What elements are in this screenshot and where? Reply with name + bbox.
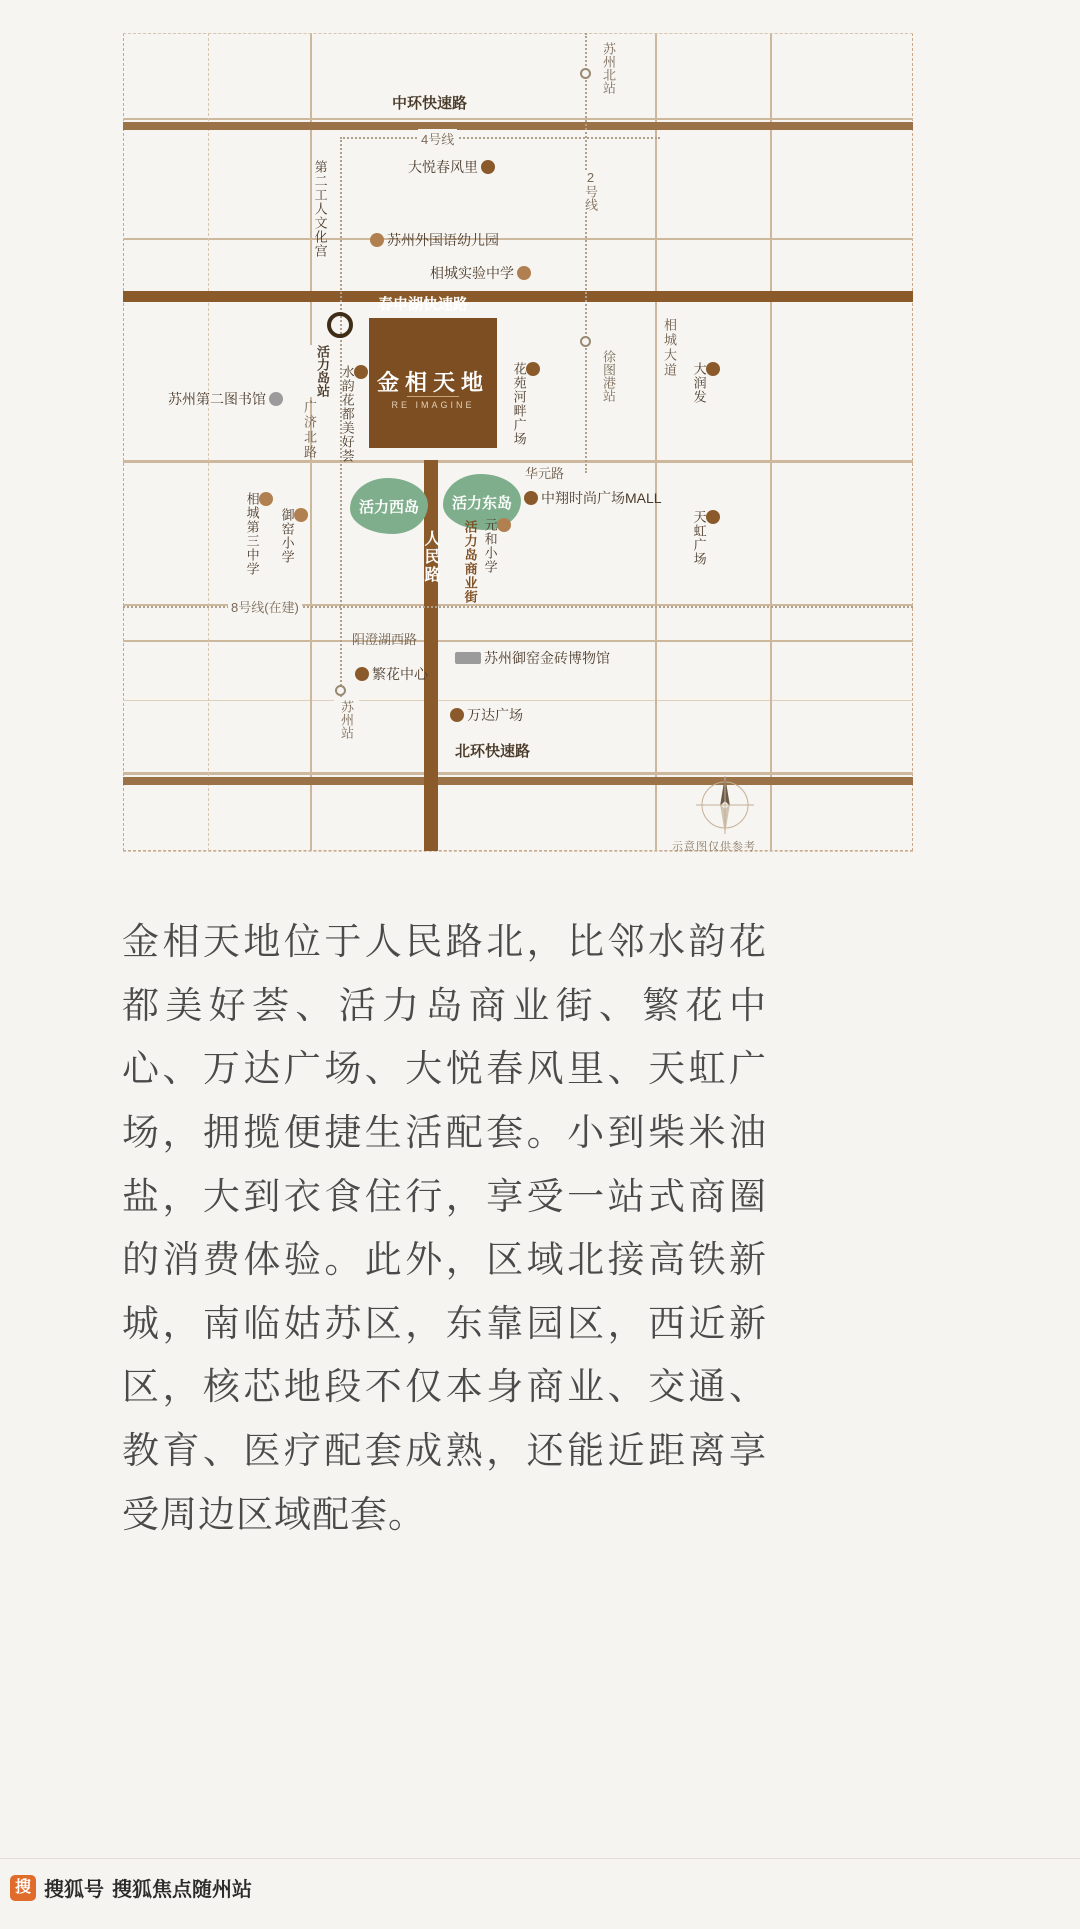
road-label-yangchenghuxi: 阳澄湖西路 xyxy=(352,632,418,647)
poi-label: 第二工人文化宫 xyxy=(312,160,328,258)
road-grid-line xyxy=(123,772,913,775)
metro-label-8: 8号线(在建) xyxy=(228,597,302,616)
shop-icon xyxy=(706,362,720,376)
poi-xiangcheng-third-middle xyxy=(245,492,273,576)
poi-wanda-plaza xyxy=(450,705,523,725)
poi-label: 相城第三中学 xyxy=(244,492,260,576)
school-icon xyxy=(294,508,308,522)
road-grid-line xyxy=(123,118,913,120)
station-dot-suzhou xyxy=(335,685,346,696)
shop-icon xyxy=(354,365,368,379)
school-icon xyxy=(497,518,511,532)
green-area-east: 活力东岛 xyxy=(443,474,521,530)
green-area-west: 活力西岛 xyxy=(350,478,428,534)
shop-icon xyxy=(355,667,369,681)
poi-yuanhe-primary xyxy=(483,518,511,574)
poi-second-workers-culture-palace xyxy=(313,160,327,258)
metro-label-2: 2号线 xyxy=(578,170,603,211)
map-disclaimer: 示意图仅供参考 xyxy=(672,841,756,853)
station-label-xutugang: 徐图港站 xyxy=(596,350,621,402)
station-label-huolidao: 活力岛站 xyxy=(310,345,335,397)
poi-label: 御窑小学 xyxy=(279,508,295,564)
poi-zhongxiang-mall xyxy=(524,488,662,508)
poi-label: 苏州第二图书馆 xyxy=(168,391,266,407)
road-label-chunshenhu: 春申湖快速路 xyxy=(378,296,469,313)
poi-label: 花苑河畔广场 xyxy=(511,362,527,446)
road-label-beihuan: 北环快速路 xyxy=(455,743,531,760)
poi-fanhua-center xyxy=(355,664,428,684)
shop-icon xyxy=(481,160,495,174)
grid-dash xyxy=(123,851,913,852)
poi-tianhong-plaza xyxy=(692,510,720,566)
road-renmin xyxy=(424,460,438,851)
station-ring-huolidao xyxy=(327,312,353,338)
poi-label: 天虹广场 xyxy=(691,510,707,566)
poi-yuyao-brick-museum xyxy=(455,648,610,668)
poi-huayuan-river-plaza xyxy=(512,362,540,446)
poi-waiguoyu-kindergarten xyxy=(370,230,499,250)
poi-label: 苏州御窑金砖博物馆 xyxy=(484,650,610,666)
sohu-logo-icon: 搜 xyxy=(10,1875,36,1901)
shop-icon xyxy=(450,708,464,722)
poi-label: 万达广场 xyxy=(467,707,523,723)
road-grid-line xyxy=(123,640,913,642)
project-block xyxy=(369,318,497,448)
library-icon xyxy=(269,392,283,406)
poi-dayuechunfengli xyxy=(408,157,495,177)
road-label-guangjibei: 广济北路 xyxy=(302,400,317,460)
sohu-account-label: 搜狐号 xyxy=(44,1879,104,1901)
poi-darunfa xyxy=(692,362,720,404)
station-label-suzhoubei: 苏州北站 xyxy=(596,42,621,94)
poi-label: 活力岛商业街 xyxy=(462,520,478,604)
road-grid-line xyxy=(123,700,913,701)
poi-label: 中翔时尚广场MALL xyxy=(541,490,662,506)
road-grid-line-vertical xyxy=(770,33,772,851)
poi-label: 相城实验中学 xyxy=(430,265,514,281)
station-label-suzhou: 苏州站 xyxy=(334,700,359,739)
road-label-zhonghuan: 中环快速路 xyxy=(392,95,468,112)
footer-bar xyxy=(0,1858,1080,1929)
poi-label: 苏州外国语幼儿园 xyxy=(387,232,499,248)
road-grid-line-vertical xyxy=(208,33,209,851)
poi-label: 大润发 xyxy=(691,362,707,404)
poi-yuyao-primary xyxy=(280,508,308,564)
school-icon xyxy=(370,233,384,247)
poi-label: 元和小学 xyxy=(482,518,498,574)
poi-shuiyunhuadu-meihaohui xyxy=(340,365,368,463)
station-dot-xutugang xyxy=(580,336,591,347)
shop-icon xyxy=(524,491,538,505)
poi-suzhou-second-library xyxy=(168,389,283,409)
museum-icon xyxy=(455,652,481,664)
project-subtitle: RE IMAGINE xyxy=(391,400,475,410)
poi-label: 大悦春风里 xyxy=(408,159,478,175)
shop-icon xyxy=(706,510,720,524)
road-chunshenhu xyxy=(123,291,913,302)
metro-line-2 xyxy=(585,33,587,473)
description-paragraph: 金相天地位于人民路北，比邻水韵花都美好荟、活力岛商业街、繁花中心、万达广场、大悦春风里、天虹广场，拥揽便捷生活配套。小到柴米油盐，大到衣食住行，享受一站式商圈的消费体验。此外，区域北接高铁新城，南临姑苏区，东靠园区，西近新区，核芯地段不仅本身商业、交通、教育、医疗配套成熟，还能近距离享受周边区域配套。 xyxy=(122,921,767,1535)
shop-icon xyxy=(526,362,540,376)
road-grid-line xyxy=(123,460,913,463)
map-image xyxy=(0,0,1080,880)
sohu-account-name: 搜狐焦点随州站 xyxy=(112,1879,252,1901)
station-dot-suzhoubei xyxy=(580,68,591,79)
road-zhonghuan xyxy=(123,122,913,130)
road-label-huayuan: 华元路 xyxy=(525,466,565,481)
poi-huolidao-street xyxy=(463,520,477,604)
project-name: 金相天地 xyxy=(376,370,489,395)
road-label-xiangchengdadao: 相城大道 xyxy=(662,318,677,378)
school-icon xyxy=(259,492,273,506)
metro-label-4: 4号线 xyxy=(418,129,457,148)
poi-label: 水韵花都美好荟 xyxy=(339,365,355,463)
road-label-renmin: 人民路 xyxy=(422,530,439,584)
poi-xiangcheng-experimental-middle xyxy=(430,263,531,283)
metro-line-4 xyxy=(340,137,660,139)
project-divider xyxy=(407,396,459,397)
grid-dash xyxy=(123,33,913,34)
school-icon xyxy=(517,266,531,280)
compass-icon xyxy=(690,770,760,840)
road-beihuan xyxy=(123,777,913,785)
poi-label: 繁花中心 xyxy=(372,666,428,682)
road-grid-line-vertical xyxy=(655,33,657,851)
road-grid-line xyxy=(123,238,913,240)
